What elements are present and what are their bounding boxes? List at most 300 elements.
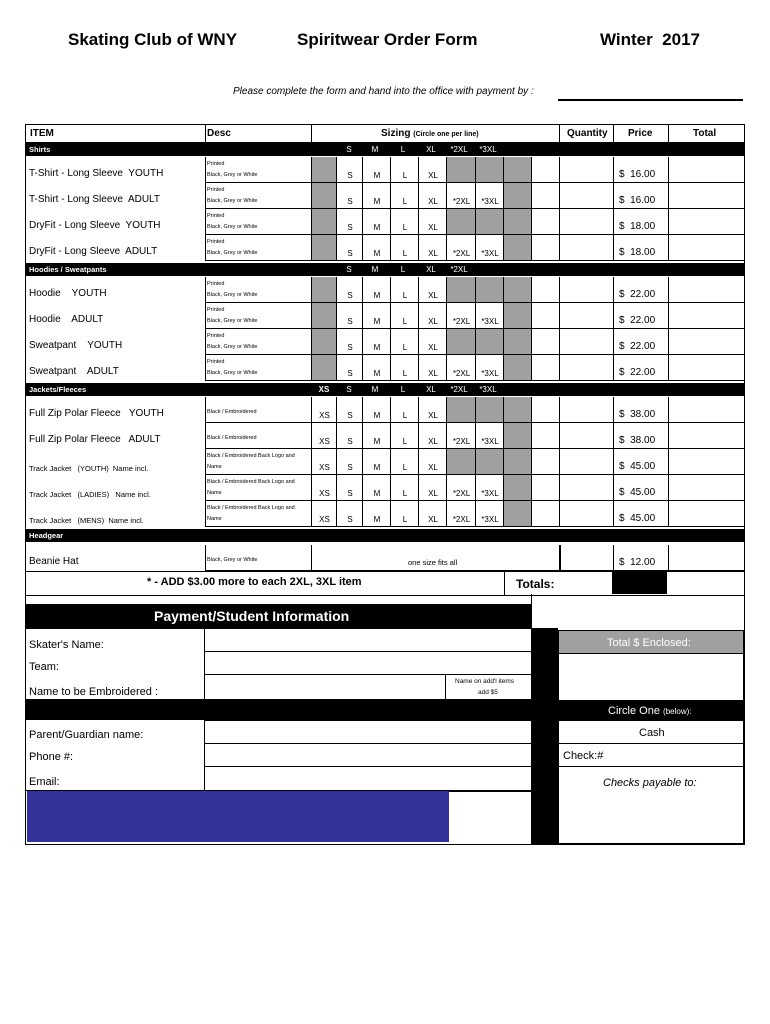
item-name: DryFit - Long Sleeve ADULT: [29, 246, 158, 257]
size-cell[interactable]: [418, 303, 447, 329]
item-desc-line2: Name: [207, 516, 222, 522]
col-sizing: [381, 129, 479, 139]
price-value: $ 22.00: [619, 341, 656, 352]
quantity-field[interactable]: [559, 183, 614, 209]
size-cell[interactable]: [475, 501, 504, 527]
size-cell[interactable]: [446, 501, 476, 527]
totals-label: Totals:: [516, 577, 555, 591]
size-cell[interactable]: [418, 475, 447, 501]
size-cell[interactable]: [390, 355, 419, 381]
size-cell[interactable]: [418, 209, 447, 235]
desc-divider: [205, 209, 206, 235]
size-cell[interactable]: [418, 397, 447, 423]
item-desc-line1: Black / Embroidered Back Logo and: [207, 479, 295, 485]
size-cell[interactable]: [475, 355, 504, 381]
price-value: $ 38.00: [619, 409, 656, 420]
size-option-m[interactable]: M: [373, 291, 381, 300]
size-cell: [531, 501, 560, 527]
desc-divider: [205, 545, 206, 571]
price-cell: [613, 209, 669, 235]
price-value: $ 45.00: [619, 513, 656, 524]
total-field[interactable]: [668, 209, 745, 235]
parent-field[interactable]: [204, 720, 532, 744]
item-desc-line2: Black, Grey or White: [207, 224, 258, 230]
price-value: $ 22.00: [619, 289, 656, 300]
size-option-l[interactable]: L: [402, 489, 408, 498]
size-option-x3[interactable]: *3XL: [481, 197, 499, 206]
size-cell[interactable]: [475, 423, 504, 449]
size-option-x3[interactable]: *3XL: [481, 437, 499, 446]
size-option-x3[interactable]: *3XL: [481, 249, 499, 258]
size-cell[interactable]: [362, 329, 391, 355]
price-value: $ 12.00: [619, 557, 656, 568]
size-cell[interactable]: [336, 329, 363, 355]
desc-divider: [205, 183, 206, 209]
total-field[interactable]: [668, 397, 745, 423]
payment-divider-band: [26, 699, 531, 720]
team-field[interactable]: [204, 651, 532, 675]
total-field[interactable]: [668, 545, 745, 571]
quantity-field[interactable]: [559, 235, 614, 261]
size-cell[interactable]: [418, 157, 447, 183]
item-desc-line2: Black, Grey or White: [207, 344, 258, 350]
item-name: Track Jacket (LADIES) Name incl.: [29, 490, 151, 499]
quantity-field[interactable]: [559, 355, 614, 381]
total-field[interactable]: [668, 303, 745, 329]
section-label-shirts: Shirts: [29, 145, 51, 154]
table-row: [26, 303, 744, 329]
price-cell: [613, 329, 669, 355]
table-row: [26, 209, 744, 235]
size-cell[interactable]: [336, 277, 363, 303]
size-option-s[interactable]: S: [347, 411, 353, 420]
size-cell[interactable]: [390, 277, 419, 303]
col-desc: Desc: [207, 128, 231, 139]
size-option-xl[interactable]: XL: [428, 171, 438, 180]
size-option-m[interactable]: M: [373, 223, 381, 232]
footnote-divider: [504, 571, 505, 595]
size-cell[interactable]: [446, 423, 476, 449]
size-option-l[interactable]: L: [402, 291, 408, 300]
total-enclosed-field[interactable]: [558, 653, 744, 701]
row-divider: [205, 260, 744, 261]
size-cell: [475, 397, 504, 423]
size-header-xl: XL: [426, 385, 436, 394]
size-option-s[interactable]: S: [347, 171, 353, 180]
size-cell[interactable]: [475, 303, 504, 329]
size-cell[interactable]: [475, 475, 504, 501]
total-field[interactable]: [668, 183, 745, 209]
desc-divider: [205, 501, 206, 527]
size-option-s[interactable]: S: [347, 223, 353, 232]
size-cell[interactable]: [418, 501, 447, 527]
section-band-shirts: [26, 143, 744, 156]
size-cell[interactable]: [390, 157, 419, 183]
price-value: $ 22.00: [619, 367, 656, 378]
size-cell[interactable]: [418, 449, 447, 475]
item-desc-line1: Black / Embroidered Back Logo and: [207, 453, 295, 459]
col-price: Price: [628, 128, 653, 139]
price-value: $ 18.00: [619, 221, 656, 232]
size-cell[interactable]: [418, 355, 447, 381]
size-cell: [446, 209, 476, 235]
price-value: $ 45.00: [619, 487, 656, 498]
price-cell: [613, 277, 669, 303]
size-cell[interactable]: [390, 423, 419, 449]
size-cell: [503, 355, 532, 381]
size-cell: [503, 329, 532, 355]
size-cell[interactable]: [446, 303, 476, 329]
size-option-xs[interactable]: XS: [319, 437, 330, 446]
col-item: ITEM: [30, 128, 54, 139]
size-option-l[interactable]: L: [402, 249, 408, 258]
size-option-x2[interactable]: *2XL: [452, 437, 471, 446]
size-cell: [531, 235, 560, 261]
size-option-s[interactable]: S: [347, 463, 353, 472]
size-cell[interactable]: [390, 397, 419, 423]
size-option-l[interactable]: L: [402, 171, 408, 180]
size-cell[interactable]: [446, 235, 476, 261]
size-option-x2[interactable]: *2XL: [452, 515, 471, 524]
quantity-field[interactable]: [559, 329, 614, 355]
quantity-field[interactable]: [559, 277, 614, 303]
size-cell: [311, 329, 337, 355]
size-cell[interactable]: [390, 501, 419, 527]
size-cell[interactable]: [362, 397, 391, 423]
size-cell[interactable]: [446, 355, 476, 381]
payment-section: [25, 594, 745, 845]
size-option-m[interactable]: M: [373, 171, 381, 180]
one-size-text: one size fits all: [408, 558, 458, 567]
size-cell: [503, 209, 532, 235]
total-field[interactable]: [668, 475, 745, 501]
size-cell[interactable]: [362, 501, 391, 527]
size-option-l[interactable]: L: [402, 411, 408, 420]
size-cell[interactable]: [446, 183, 476, 209]
name-note-cell: [445, 674, 533, 700]
size-cell[interactable]: [362, 449, 391, 475]
total-field[interactable]: [668, 501, 745, 527]
size-cell[interactable]: [390, 475, 419, 501]
item-desc-line2: Black, Grey or White: [207, 250, 258, 256]
table-row: [26, 397, 744, 423]
cash-option[interactable]: [558, 720, 744, 744]
size-cell[interactable]: [336, 157, 363, 183]
phone-field[interactable]: [204, 743, 532, 767]
size-cell[interactable]: [418, 277, 447, 303]
size-cell[interactable]: [311, 423, 337, 449]
size-option-s[interactable]: S: [347, 197, 353, 206]
item-name: Track Jacket (MENS) Name incl.: [29, 516, 144, 525]
item-desc-line1: Printed: [207, 239, 225, 245]
size-cell: [446, 277, 476, 303]
size-option-xs[interactable]: XS: [319, 463, 330, 472]
size-cell[interactable]: [390, 183, 419, 209]
col-total: Total: [693, 128, 717, 139]
price-cell: [613, 501, 669, 527]
size-option-l[interactable]: L: [402, 343, 408, 352]
size-cell[interactable]: [336, 397, 363, 423]
size-cell[interactable]: [390, 303, 419, 329]
size-option-s[interactable]: S: [347, 343, 353, 352]
embroider-label: Name to be Embroidered :: [29, 686, 159, 698]
size-cell[interactable]: [446, 475, 476, 501]
size-cell: [311, 209, 337, 235]
price-cell: [613, 449, 669, 475]
section-label-jackets: Jackets/Fleeces: [29, 385, 87, 394]
size-cell: [531, 329, 560, 355]
size-option-s[interactable]: S: [347, 291, 353, 300]
embroider-field[interactable]: [204, 674, 446, 700]
item-desc-line2: Name: [207, 464, 222, 470]
size-cell[interactable]: [475, 235, 504, 261]
size-cell[interactable]: [336, 235, 363, 261]
check-option[interactable]: [558, 743, 744, 767]
size-cell[interactable]: [418, 235, 447, 261]
size-option-m[interactable]: M: [373, 489, 381, 498]
total-field[interactable]: [668, 449, 745, 475]
size-cell: [531, 355, 560, 381]
table-row: [26, 423, 744, 449]
item-desc-line2: Name: [207, 490, 222, 496]
size-option-s[interactable]: S: [347, 369, 353, 378]
one-size-cell: [311, 545, 561, 571]
item-name: Hoodie ADULT: [29, 314, 104, 325]
payment-black-column: [531, 628, 558, 844]
size-cell[interactable]: [418, 329, 447, 355]
club-name: Skating Club of WNY: [68, 30, 238, 49]
right-top-cell: [531, 594, 745, 628]
skater-field[interactable]: [204, 628, 532, 652]
size-option-x3[interactable]: *3XL: [481, 317, 499, 326]
size-option-x3[interactable]: *3XL: [481, 515, 499, 524]
section-band-hoodies: [26, 263, 744, 276]
size-cell[interactable]: [362, 475, 391, 501]
size-option-l[interactable]: L: [402, 369, 408, 378]
quantity-field[interactable]: [559, 209, 614, 235]
size-option-xs[interactable]: XS: [319, 515, 330, 524]
quantity-field[interactable]: [559, 545, 614, 571]
size-option-xl[interactable]: XL: [428, 343, 438, 352]
due-date-line[interactable]: [558, 99, 743, 101]
item-desc-line1: Printed: [207, 161, 225, 167]
size-option-m[interactable]: M: [373, 411, 381, 420]
size-cell[interactable]: [418, 423, 447, 449]
size-option-xl[interactable]: XL: [428, 437, 438, 446]
size-cell: [503, 183, 532, 209]
price-value: $ 16.00: [619, 195, 656, 206]
total-field[interactable]: [668, 423, 745, 449]
quantity-field[interactable]: [559, 157, 614, 183]
desc-divider: [205, 277, 206, 303]
size-cell[interactable]: [311, 501, 337, 527]
size-header-s: S: [346, 265, 352, 274]
size-header-s: S: [346, 145, 352, 154]
header-divider: [559, 125, 560, 143]
size-cell[interactable]: [336, 355, 363, 381]
size-header-s: S: [346, 385, 352, 394]
table-row: [26, 545, 744, 571]
section-band-headgear: [26, 529, 744, 542]
size-option-xl[interactable]: XL: [428, 223, 438, 232]
size-cell: [531, 423, 560, 449]
grand-total-cell[interactable]: [666, 571, 744, 594]
size-cell[interactable]: [311, 449, 337, 475]
size-option-xs[interactable]: XS: [319, 411, 330, 420]
header-divider: [205, 125, 206, 143]
size-option-l[interactable]: L: [402, 197, 408, 206]
size-cell[interactable]: [362, 423, 391, 449]
size-option-xl[interactable]: XL: [428, 411, 438, 420]
table-row: [26, 183, 744, 209]
size-option-m[interactable]: M: [373, 515, 381, 524]
table-row: [26, 449, 744, 475]
size-option-x2[interactable]: *2XL: [452, 249, 471, 258]
size-option-m[interactable]: M: [373, 369, 381, 378]
size-option-x2[interactable]: *2XL: [452, 369, 471, 378]
size-cell[interactable]: [362, 157, 391, 183]
size-header-x3: *3XL: [479, 145, 497, 154]
payment-title-bar: [26, 604, 531, 628]
payable-label: Checks payable to:: [603, 777, 697, 789]
desc-divider: [205, 397, 206, 423]
size-cell[interactable]: [362, 235, 391, 261]
price-cell: [613, 397, 669, 423]
size-cell[interactable]: [336, 475, 363, 501]
size-cell: [475, 277, 504, 303]
size-option-xl[interactable]: XL: [428, 369, 438, 378]
size-cell[interactable]: [390, 329, 419, 355]
size-header-m: M: [371, 385, 379, 394]
size-option-s[interactable]: S: [347, 515, 353, 524]
size-option-x2[interactable]: *2XL: [452, 317, 471, 326]
check-label: Check:#: [563, 750, 604, 762]
size-option-m[interactable]: M: [373, 437, 381, 446]
size-option-s[interactable]: S: [347, 489, 353, 498]
size-option-m[interactable]: M: [373, 197, 381, 206]
row-divider: [205, 380, 744, 381]
size-option-l[interactable]: L: [402, 317, 408, 326]
quantity-field[interactable]: [559, 475, 614, 501]
size-option-s[interactable]: S: [347, 317, 353, 326]
quantity-field[interactable]: [559, 501, 614, 527]
size-option-l[interactable]: L: [402, 437, 408, 446]
size-cell[interactable]: [362, 183, 391, 209]
size-cell[interactable]: [475, 183, 504, 209]
size-cell[interactable]: [311, 397, 337, 423]
size-option-xs[interactable]: XS: [319, 489, 330, 498]
size-cell[interactable]: [336, 303, 363, 329]
sizing-note: (Circle one per line): [413, 131, 479, 138]
circle-one-text: Circle One: [608, 705, 660, 717]
item-desc-line1: Printed: [207, 187, 225, 193]
size-option-s[interactable]: S: [347, 249, 353, 258]
size-option-xl[interactable]: XL: [428, 197, 438, 206]
quantity-field[interactable]: [559, 423, 614, 449]
size-cell: [503, 235, 532, 261]
quantity-field[interactable]: [559, 397, 614, 423]
total-field[interactable]: [668, 235, 745, 261]
total-field[interactable]: [668, 355, 745, 381]
size-cell: [311, 183, 337, 209]
size-option-l[interactable]: L: [402, 463, 408, 472]
size-cell[interactable]: [390, 449, 419, 475]
size-cell[interactable]: [336, 501, 363, 527]
size-option-x3[interactable]: *3XL: [481, 489, 499, 498]
size-option-x2[interactable]: *2XL: [452, 197, 471, 206]
total-field[interactable]: [668, 157, 745, 183]
size-cell[interactable]: [336, 423, 363, 449]
price-cell: [613, 475, 669, 501]
table-row: [26, 235, 744, 261]
size-cell: [475, 329, 504, 355]
size-cell[interactable]: [418, 183, 447, 209]
size-option-l[interactable]: L: [402, 515, 408, 524]
size-cell[interactable]: [362, 277, 391, 303]
size-cell[interactable]: [336, 449, 363, 475]
size-option-xl[interactable]: XL: [428, 291, 438, 300]
size-option-xl[interactable]: XL: [428, 249, 438, 258]
size-cell[interactable]: [362, 355, 391, 381]
size-option-x3[interactable]: *3XL: [481, 369, 499, 378]
size-cell[interactable]: [362, 303, 391, 329]
size-option-m[interactable]: M: [373, 249, 381, 258]
item-desc-line2: Black / Embroidered: [207, 435, 257, 441]
item-desc-line2: Black, Grey or White: [207, 172, 258, 178]
item-desc-line2: Black / Embroidered: [207, 409, 257, 415]
size-cell: [311, 277, 337, 303]
size-cell: [503, 277, 532, 303]
email-field[interactable]: [204, 766, 532, 792]
table-row: [26, 329, 744, 355]
size-option-m[interactable]: M: [373, 343, 381, 352]
total-field[interactable]: [668, 329, 745, 355]
item-desc-line1: Printed: [207, 213, 225, 219]
name-note-2: add $5: [478, 689, 498, 696]
size-option-xl[interactable]: XL: [428, 489, 438, 498]
size-cell[interactable]: [362, 209, 391, 235]
table-row: [26, 475, 744, 501]
size-option-xl[interactable]: XL: [428, 463, 438, 472]
size-option-m[interactable]: M: [373, 463, 381, 472]
size-cell[interactable]: [311, 475, 337, 501]
price-cell: [613, 235, 669, 261]
size-cell[interactable]: [336, 183, 363, 209]
size-header-l: L: [400, 145, 406, 154]
quantity-field[interactable]: [559, 303, 614, 329]
size-header-x2: *2XL: [450, 265, 468, 274]
size-option-m[interactable]: M: [373, 317, 381, 326]
total-field[interactable]: [668, 277, 745, 303]
quantity-field[interactable]: [559, 449, 614, 475]
size-cell: [503, 157, 532, 183]
size-cell[interactable]: [390, 235, 419, 261]
size-option-x2[interactable]: *2XL: [452, 489, 471, 498]
phone-label: Phone #:: [29, 751, 74, 763]
desc-divider: [205, 303, 206, 329]
size-cell[interactable]: [390, 209, 419, 235]
section-label-hoodies: Hoodies / Sweatpants: [29, 265, 107, 274]
table-row: [26, 355, 744, 381]
size-option-s[interactable]: S: [347, 437, 353, 446]
item-name: Full Zip Polar Fleece ADULT: [29, 434, 161, 445]
size-cell[interactable]: [336, 209, 363, 235]
size-header-m: M: [371, 265, 379, 274]
size-option-xl[interactable]: XL: [428, 317, 438, 326]
size-cell: [503, 475, 532, 501]
size-option-xl[interactable]: XL: [428, 515, 438, 524]
size-option-l[interactable]: L: [402, 223, 408, 232]
